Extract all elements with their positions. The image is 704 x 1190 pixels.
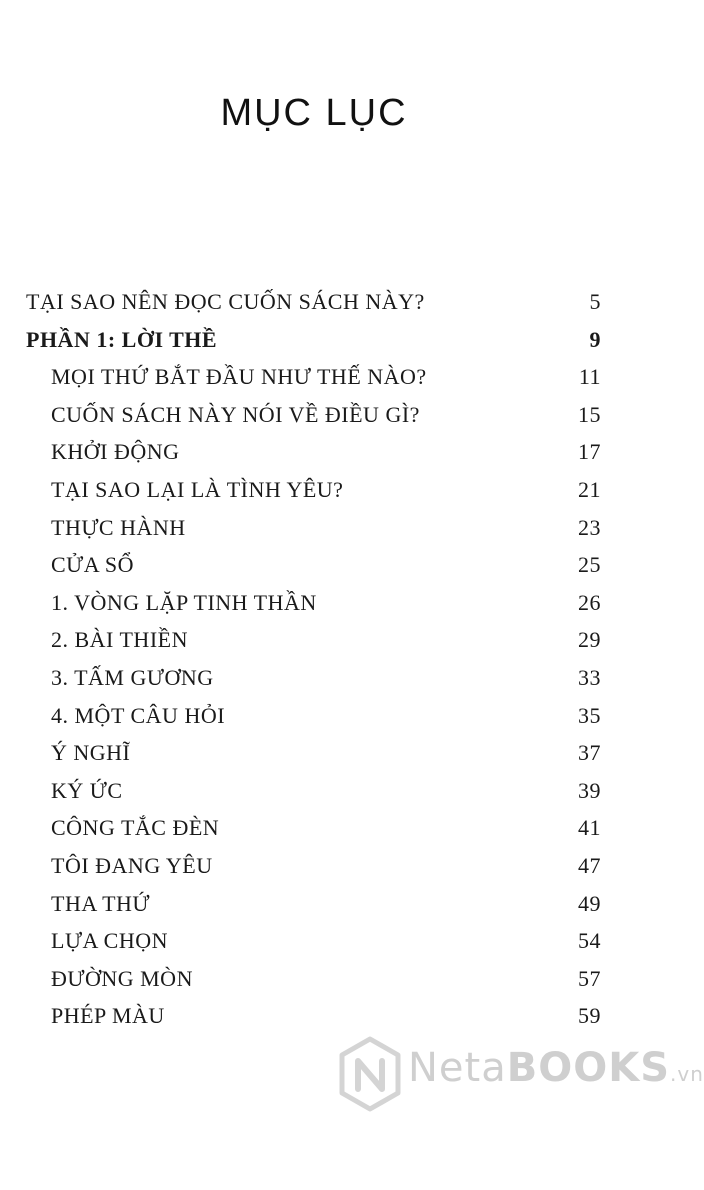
toc-entry-page: 57 — [578, 966, 601, 991]
toc-entry — [0, 850, 700, 882]
toc-entry — [0, 436, 700, 468]
toc-entry-page: 33 — [578, 665, 601, 690]
toc-entry — [0, 624, 700, 656]
toc-entry-label: Ý NGHĨ — [51, 740, 131, 765]
page-title: MỤC LỤC — [220, 92, 408, 134]
toc-entry-page: 59 — [578, 1003, 601, 1028]
watermark-text — [408, 1045, 704, 1091]
toc-entry — [0, 662, 700, 694]
toc-entry-page: 29 — [578, 627, 601, 652]
toc-entry-page: 37 — [578, 740, 601, 765]
watermark-brand-a: Neta — [408, 1045, 507, 1091]
toc-entry — [0, 737, 700, 769]
toc-entry — [0, 925, 700, 957]
toc-entry — [0, 812, 700, 844]
toc-entry-page: 39 — [578, 778, 601, 803]
watermark-brand-c: .vn — [670, 1062, 704, 1086]
toc-entry-label: 4. MỘT CÂU HỎI — [51, 703, 226, 728]
toc-entry-label: ĐƯỜNG MÒN — [51, 966, 193, 991]
toc-entry-label: CỬA SỔ — [51, 552, 135, 577]
toc-entry-page: 17 — [578, 439, 601, 464]
toc-entry-label: KÝ ỨC — [51, 778, 123, 803]
toc-entry-label: THA THỨ — [51, 891, 150, 916]
netabooks-logo-icon — [338, 1035, 402, 1113]
toc-entry-page: 26 — [578, 590, 601, 615]
toc-entry-page: 25 — [578, 552, 601, 577]
toc-entry-page: 41 — [578, 815, 601, 840]
toc-entry-page: 5 — [589, 289, 601, 314]
toc-entry — [0, 888, 700, 920]
toc-entry-label: KHỞI ĐỘNG — [51, 439, 180, 464]
toc-entry-page: 11 — [578, 364, 601, 389]
toc-entry-page: 49 — [578, 891, 601, 916]
toc-entry-label: MỌI THỨ BẮT ĐẦU NHƯ THẾ NÀO? — [51, 364, 427, 389]
toc-entry — [0, 1000, 700, 1032]
toc-entry — [0, 324, 700, 356]
toc-entry-page: 21 — [578, 477, 601, 502]
toc-entry — [0, 963, 700, 995]
toc-entry-page: 47 — [578, 853, 601, 878]
toc-entry-page: 54 — [578, 928, 601, 953]
toc-entry-page: 15 — [578, 402, 601, 427]
toc-entry-page: 23 — [578, 515, 601, 540]
toc-entry-label: TÔI ĐANG YÊU — [51, 853, 213, 878]
toc-entry-label: 1. VÒNG LẶP TINH THẦN — [51, 590, 317, 615]
toc-entry — [0, 512, 700, 544]
toc-entry — [0, 361, 700, 393]
toc-entry-label: PHÉP MÀU — [51, 1003, 165, 1028]
toc-entry-label: PHẦN 1: LỜI THỀ — [26, 327, 218, 352]
toc-entry-label: 3. TẤM GƯƠNG — [51, 665, 214, 690]
toc-entry-label: TẠI SAO LẠI LÀ TÌNH YÊU? — [51, 477, 344, 502]
toc-entry — [0, 399, 700, 431]
watermark-logo — [338, 1035, 704, 1115]
toc-entry — [0, 775, 700, 807]
toc-entry — [0, 286, 700, 318]
toc-entry-label: TẠI SAO NÊN ĐỌC CUỐN SÁCH NÀY? — [26, 289, 425, 314]
toc-entry-page: 35 — [578, 703, 601, 728]
toc-entry — [0, 474, 700, 506]
toc-entry — [0, 549, 700, 581]
toc-entry-page: 9 — [589, 327, 601, 352]
toc-entry — [0, 587, 700, 619]
watermark-brand-b: BOOKS — [506, 1045, 671, 1091]
toc-entry-label: 2. BÀI THIỀN — [51, 627, 188, 652]
toc-entry-label: LỰA CHỌN — [51, 928, 169, 953]
toc-entry-label: CÔNG TẮC ĐÈN — [51, 815, 220, 840]
toc-entry-label: THỰC HÀNH — [51, 515, 186, 540]
toc-entry — [0, 700, 700, 732]
toc-entry-label: CUỐN SÁCH NÀY NÓI VỀ ĐIỀU GÌ? — [51, 402, 420, 427]
